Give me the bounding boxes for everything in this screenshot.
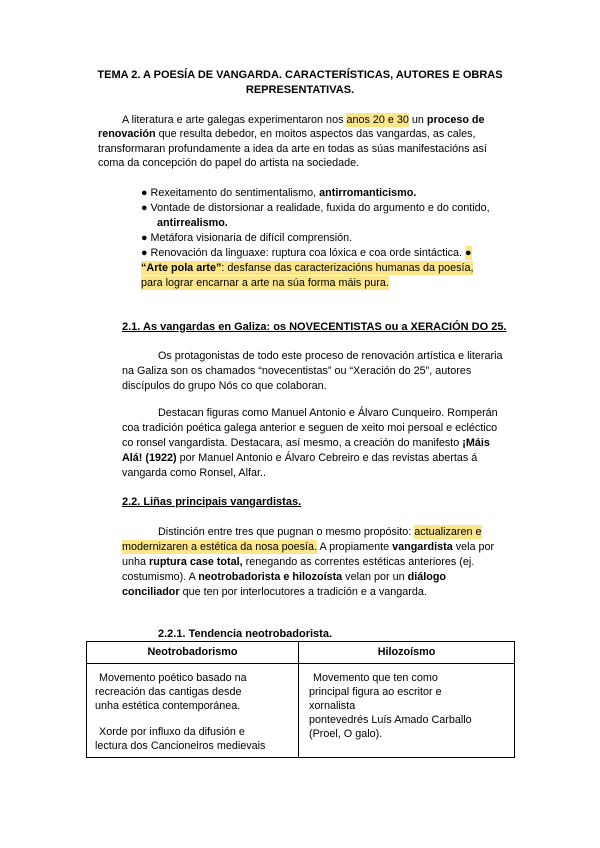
text-run: un [408, 114, 427, 126]
text-line [122, 379, 503, 394]
section-2-1-heading: 2.1. As vangardas en Galiza: os NOVECENTISTAS ou a XERACIÓN DO 25. [122, 320, 507, 333]
table-cell-neotrobadorismo [87, 664, 299, 757]
feature-item [141, 261, 490, 291]
table-header-row [87, 642, 514, 664]
feature-item [141, 246, 490, 261]
text-run: por Manuel Antonio e Álvaro Cebreiro e das revistas abertas á [176, 451, 478, 464]
cell-line: unha estética contemporánea. [95, 700, 241, 712]
highlighted-text: ● [465, 247, 472, 259]
cell-line: recreación das cantigas desde [95, 686, 242, 698]
text-run: A literatura e arte galegas experimentaron nos [122, 114, 347, 126]
bullet-point: ● [141, 187, 148, 199]
feature-item [141, 231, 490, 246]
text-line [122, 364, 503, 379]
text-run: que resulta debedor, en moitos aspectos das vangardas, as cales, [155, 128, 476, 141]
text-line [122, 436, 498, 451]
cell-line: principal figura ao escritor e [309, 686, 442, 698]
text-run: transformaran profundamente a idea da arte en todas as súas manifestacións así [98, 142, 487, 155]
bold-text: proceso de [426, 114, 485, 126]
text-line [141, 186, 490, 201]
text-line [98, 113, 487, 127]
cell-line: pontevedrés Luís Amado Carballo [309, 714, 472, 726]
text-run: costumismo). A [122, 570, 199, 583]
text-run: Os protagonistas de todo este proceso de renovación artística e literaria [158, 349, 503, 362]
highlighted-text: modernizaren a estética da nosa poesía. [122, 540, 318, 553]
bold-text: antirromanticismo. [319, 187, 417, 199]
text-line [122, 421, 498, 436]
document-title [0, 68, 600, 98]
text-line [122, 555, 494, 570]
cell-line: Xorde por influxo da difusión e [99, 726, 245, 738]
bold-text: conciliador [122, 585, 180, 598]
text-line [141, 201, 490, 216]
cell-line: Movemento poético basado na [99, 672, 247, 684]
feature-item [141, 201, 490, 231]
section-2-1-paragraph [122, 406, 498, 481]
bold-text: neotrobadorista e hilozoísta [198, 570, 343, 583]
bullet-point: ● [141, 232, 148, 244]
cell-paragraph [95, 725, 298, 753]
title-line: TEMA 2. A POESÍA DE VANGARDA. CARACTERÍSTICAS, AUTORES E OBRAS [97, 69, 503, 81]
text-run: co ronsel vangardista. Destacara, así mesmo, a creación do manifesto [122, 436, 463, 449]
text-line [122, 540, 494, 555]
table-row [87, 664, 514, 757]
highlighted-text: actualizaren e [414, 525, 482, 538]
text-run: Renovación da linguaxe: ruptura coa lóxica e coa orde sintáctica. [150, 247, 466, 259]
tendency-table [86, 641, 515, 758]
text-line [122, 585, 494, 600]
bold-text: vangardista [392, 540, 453, 553]
text-line [141, 276, 490, 291]
cell-line: xornalista [309, 700, 356, 712]
text-line [141, 231, 490, 246]
text-run: que ten por interlocutores a tradición e a vangarda. [179, 585, 427, 598]
column-header-neotrobadorismo: Neotrobadorismo [87, 642, 299, 663]
text-run: unha [122, 555, 150, 568]
bold-text: diálogo [407, 570, 447, 583]
text-line [141, 216, 490, 231]
feature-item [141, 186, 490, 201]
text-run: Distinción entre tres que pugnan o mesmo propósito: [158, 525, 415, 538]
cell-line: lectura dos Cancioneiros medievais [95, 740, 266, 752]
highlighted-text: : desfanse das caracterizacións humanas da poesía, [221, 262, 474, 274]
table-cell-hilozoismo [299, 664, 514, 757]
bold-text: ¡Máis [462, 436, 490, 449]
text-run: A propiamente [317, 540, 393, 553]
text-run: Metáfora visionaria de difícil comprensión. [150, 232, 353, 244]
cell-paragraph [309, 671, 514, 741]
text-run: Rexeitamento do sentimentalismo, [150, 187, 320, 199]
bold-text: renovación [98, 128, 156, 141]
text-run: vangarda como Ronsel, Alfar.. [122, 466, 267, 479]
text-run: coa tradición poética galega anterior e seguen de xeito moi persoal e ecléctico [122, 421, 498, 434]
cell-line: (Proel, O galo). [309, 728, 383, 740]
text-line [122, 406, 498, 421]
text-line [98, 127, 487, 141]
highlighted-text: anos 20 e 30 [346, 114, 409, 126]
cell-line: Movemento que ten como [313, 672, 438, 684]
text-line [141, 246, 490, 261]
bullet-point: ● [141, 247, 148, 259]
features-list [141, 186, 490, 291]
text-run: vela por [452, 540, 495, 553]
text-line [122, 466, 498, 481]
bullet-point: ● [141, 202, 148, 214]
highlighted-text: “Arte pola arte” [141, 262, 222, 274]
highlighted-text: para lograr encarnar a arte na súa forma máis pura. [141, 277, 389, 289]
text-line [98, 142, 487, 156]
section-2-2-heading: 2.2. Liñas principais vangardistas. [122, 495, 302, 508]
text-run: discípulos do grupo Nós co que colaboran. [122, 379, 327, 392]
text-run: Destacan figuras como Manuel Antonio e Álvaro Cunqueiro. Romperán [158, 406, 498, 419]
text-run: Vontade de distorsionar a realidade, fuxida do argumento e do contido, [150, 202, 490, 214]
text-line [98, 156, 487, 170]
text-run: coma da concepción do papel do artista na sociedade. [98, 156, 360, 169]
text-line [122, 570, 494, 585]
section-2-2-1-heading: 2.2.1. Tendencia neotrobadorista. [158, 627, 333, 640]
column-header-hilozoismo: Hilozoísmo [377, 646, 436, 658]
intro-paragraph [98, 113, 487, 170]
text-run: renegando as correntes estéticas anteriores (ej. [242, 555, 475, 568]
text-run: na Galiza son os chamados “novecentistas” ou “Xeración do 25”, autores [122, 364, 472, 377]
bold-text: antirrealismo. [157, 217, 228, 229]
text-line [122, 349, 503, 364]
text-run: velan por un [342, 570, 408, 583]
section-2-2-paragraph [122, 525, 494, 600]
bold-text: ruptura case total, [149, 555, 243, 568]
text-line [122, 451, 498, 466]
text-line [122, 525, 494, 540]
section-2-1-paragraph [122, 349, 503, 394]
text-line [141, 261, 490, 276]
title-line: REPRESENTATIVAS. [245, 84, 355, 96]
bold-text: Alá! (1922) [122, 451, 177, 464]
cell-paragraph [95, 671, 298, 713]
